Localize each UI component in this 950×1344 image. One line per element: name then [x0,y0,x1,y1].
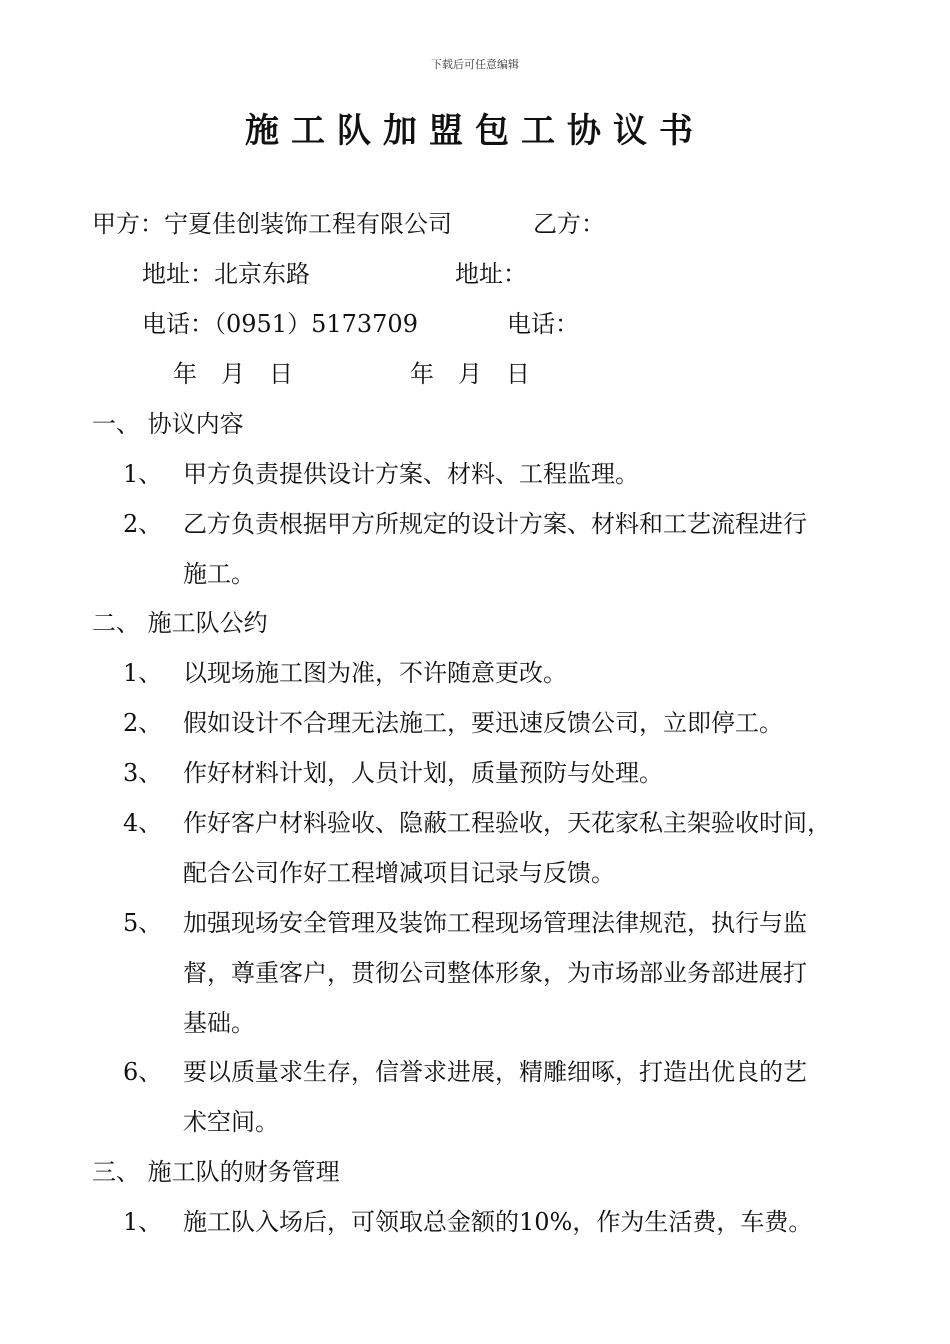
item-text: 假如设计不合理无法施工，要迅速反馈公司，立即停工。 [183,709,783,737]
item-text: 基础。 [183,1009,255,1037]
item-number: 2、 [123,510,163,538]
item-text: 甲方负责提供设计方案、材料、工程监理。 [183,460,639,488]
item-number: 1、 [123,460,163,488]
telephone-a: 电话：（0951）5173709 [142,310,418,338]
party-b: 乙方： [533,210,605,238]
item-text: 加强现场安全管理及装饰工程现场管理法律规范，执行与监 [183,909,807,937]
item-text: 配合公司作好工程增减项目记录与反馈。 [183,859,615,887]
document-title: 施工队加盟包工协议书 [245,111,705,151]
item-text: 要以质量求生存，信誉求进展，精雕细啄，打造出优良的艺 [183,1058,807,1086]
item-text: 作好客户材料验收、隐蔽工程验收，天花家私主架验收时间， [183,809,831,837]
item-text: 作好材料计划，人员计划，质量预防与处理。 [183,759,663,787]
item-number: 3、 [123,759,163,787]
address-a: 地址：北京东路 [142,260,310,288]
item-number: 2、 [123,709,163,737]
item-text: 以现场施工图为准，不许随意更改。 [183,659,567,687]
header-note: 下载后可任意编辑 [431,58,519,71]
address-b: 地址： [455,260,527,288]
section-heading: 二、 施工队公约 [92,609,268,637]
item-number: 1、 [123,659,163,687]
item-text: 施工。 [183,560,255,588]
date-b: 年 月 日 [410,360,530,388]
party-a: 甲方：宁夏佳创装饰工程有限公司 [92,210,452,238]
item-text: 施工队入场后，可领取总金额的10%，作为生活费，车费。 [183,1208,813,1236]
date-a: 年 月 日 [173,360,293,388]
item-text: 乙方负责根据甲方所规定的设计方案、材料和工艺流程进行 [183,510,807,538]
item-text: 督，尊重客户，贯彻公司整体形象，为市场部业务部进展打 [183,959,807,987]
section-heading: 一、 协议内容 [92,410,244,438]
item-number: 5、 [123,909,163,937]
item-number: 6、 [123,1058,163,1086]
item-number: 1、 [123,1208,163,1236]
telephone-b: 电话： [507,310,579,338]
item-text: 术空间。 [183,1108,279,1136]
section-heading: 三、 施工队的财务管理 [92,1158,340,1186]
item-number: 4、 [123,809,163,837]
